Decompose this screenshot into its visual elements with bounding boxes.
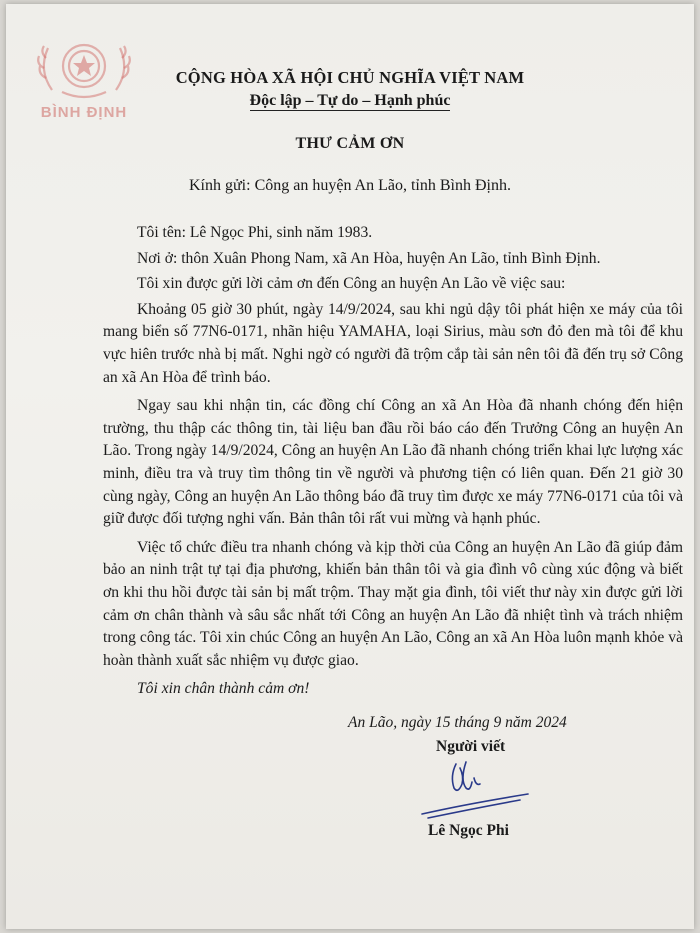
- paragraph-intro: Tôi xin được gửi lời cảm ơn đến Công an huyện An Lão về việc sau:: [137, 275, 566, 293]
- motto-heading: [6, 92, 694, 110]
- letter-body: [103, 222, 683, 707]
- paragraph-investigation: Ngay sau khi nhận tin, các đồng chí Công an xã An Hòa đã nhanh chóng đến hiện trường, thu thập các thông tin, tài liệu ban đầu rồi báo cáo đến Trưởng Công an huyện An Lão. Trong ngày 14/9/2024, Công an huyện An Lão đã nhanh chóng triển khai lực lượng xác minh, điều tra và truy tìm thông tin về người và phương tiện có liên quan. Đến 21 giờ 30 cùng ngày, Công an huyện An Lão thông báo đã truy tìm được xe máy 77N6-0171 của tôi và giữ được đối tượng nghi vấn. Bản thân tôi rất vui mừng và hạnh phúc.: [103, 397, 683, 528]
- paragraph-address: Nơi ở: thôn Xuân Phong Nam, xã An Hòa, huyện An Lão, tỉnh Bình Định.: [137, 249, 601, 267]
- letter-page: [6, 4, 694, 929]
- recipient-line: Kính gửi: Công an huyện An Lão, tỉnh Bình Định.: [189, 177, 511, 194]
- letter-title: THƯ CẢM ƠN: [295, 135, 405, 152]
- closing-line: Tôi xin chân thành cảm ơn!: [137, 680, 310, 698]
- signer-name: Lê Ngọc Phi: [428, 822, 509, 839]
- motto-text: Độc lập – Tự do – Hạnh phúc: [249, 92, 451, 109]
- paragraph-incident: Khoảng 05 giờ 30 phút, ngày 14/9/2024, sau khi ngủ dậy tôi phát hiện xe máy của tôi mang biển số 77N6-0171, nhãn hiệu YAMAHA, loại Sirius, màu sơn đỏ đen mà tôi để khu vực hiên trước nhà bị mất. Nghi ngờ có người đã trộm cắp tài sản nên tôi đã đến trụ sở Công an xã An Hòa để trình báo.: [103, 300, 683, 386]
- paragraph-name: Tôi tên: Lê Ngọc Phi, sinh năm 1983.: [137, 224, 373, 241]
- writer-label: Người viết: [436, 738, 506, 755]
- paragraph-gratitude: Việc tổ chức điều tra nhanh chóng và kịp thời của Công an huyện An Lão đã giúp đảm bảo an ninh trật tự tại địa phương, khiến bản thân tôi và gia đình vô cùng xúc động và biết ơn khi thu hồi được tài sản bị mất trộm. Thay mặt gia đình, tôi viết thư này xin được gửi lời cảm ơn chân thành và sâu sắc nhất tới Công an huyện An Lão đã nhiệt tình và trách nhiệm trong công tác. Tôi xin chúc Công an huyện An Lão, Công an xã An Hòa luôn mạnh khỏe và hoàn thành xuất sắc nhiệm vụ được giao.: [103, 538, 683, 669]
- country-heading: CỘNG HÒA XÃ HỘI CHỦ NGHĨA VIỆT NAM: [175, 68, 525, 87]
- date-line: An Lão, ngày 15 tháng 9 năm 2024: [348, 714, 567, 731]
- watermark-text: BÌNH ĐỊNH: [40, 104, 128, 121]
- handwritten-signature: [416, 754, 536, 824]
